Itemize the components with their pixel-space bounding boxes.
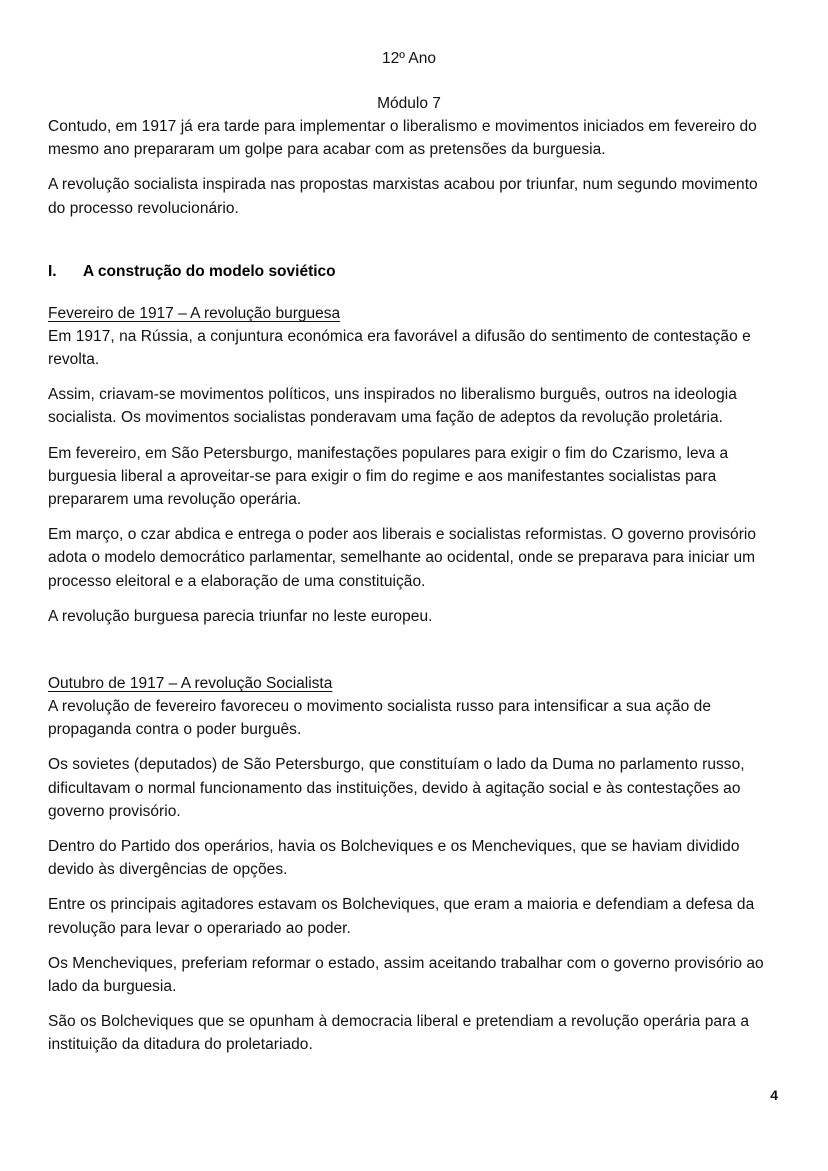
- subsection-heading-label: Fevereiro de 1917 – A revolução burguesa: [48, 304, 341, 322]
- paragraph: Dentro do Partido dos operários, havia os Bolcheviques e os Mencheviques, que se haviam dividido devido às divergências de opções.: [48, 838, 740, 879]
- page-number: 4: [770, 1087, 778, 1103]
- paragraph: Contudo, em 1917 já era tarde para implementar o liberalismo e movimentos iniciados em fevereiro do mesmo ano prepararam um golpe para acabar com as pretensões da burguesia.: [48, 118, 757, 159]
- header-module: Módulo 7: [377, 95, 441, 112]
- subsection-heading-label: Outubro de 1917 – A revolução Socialista: [48, 675, 333, 693]
- page-content: [48, 0, 770, 1069]
- paragraph: Os sovietes (deputados) de São Petersburgo, que constituíam o lado da Duma no parlamento russo, dificultavam o normal funcionamento das instituições, devido à agitação social e às contestações ao governo provisório.: [48, 756, 745, 820]
- subsection-heading-october: [48, 672, 770, 695]
- document-header: [48, 0, 770, 115]
- paragraph: A revolução burguesa parecia triunfar no leste europeu.: [48, 607, 433, 625]
- section-number: I.: [48, 262, 57, 280]
- subsection-heading-february: [48, 302, 770, 325]
- paragraph: Em 1917, na Rússia, a conjuntura económica era favorável a difusão do sentimento de contestação e revolta.: [48, 327, 751, 369]
- paragraph: Os Mencheviques, preferiam reformar o estado, assim aceitando trabalhar com o governo provisório ao lado da burguesia.: [48, 954, 764, 996]
- paragraph: A revolução de fevereiro favoreceu o movimento socialista russo para intensificar a sua ação de propaganda contra o poder burguês.: [48, 698, 711, 739]
- paragraph: Entre os principais agitadores estavam os Bolcheviques, que eram a maioria e defendiam a defesa da revolução para levar o operariado ao poder.: [48, 896, 755, 937]
- section-heading: [48, 260, 770, 283]
- header-grade-level: 12º Ano: [382, 50, 436, 67]
- paragraph: Em março, o czar abdica e entrega o poder aos liberais e socialistas reformistas. O governo provisório adota o modelo democrático parlamentar, semelhante ao ocidental, onde se preparava para iniciar um processo eleitoral e a elaboração de uma constituição.: [48, 526, 757, 590]
- paragraph: A revolução socialista inspirada nas propostas marxistas acabou por triunfar, num segundo movimento do processo revolucionário.: [48, 176, 758, 217]
- section-title: A construção do modelo soviético: [83, 262, 336, 280]
- paragraph: São os Bolcheviques que se opunham à democracia liberal e pretendiam a revolução operária para a instituição da ditadura do proletariado.: [48, 1013, 750, 1054]
- paragraph: Assim, criavam-se movimentos políticos, uns inspirados no liberalismo burguês, outros na ideologia socialista. Os movimentos socialistas ponderavam uma fação de adeptos da revolução proletária.: [48, 386, 737, 427]
- paragraph: Em fevereiro, em São Petersburgo, manifestações populares para exigir o fim do Czarismo, leva a burguesia liberal a aproveitar-se para exigir o fim do regime e aos manifestantes socialistas para prepararem uma revolução operária.: [48, 444, 729, 509]
